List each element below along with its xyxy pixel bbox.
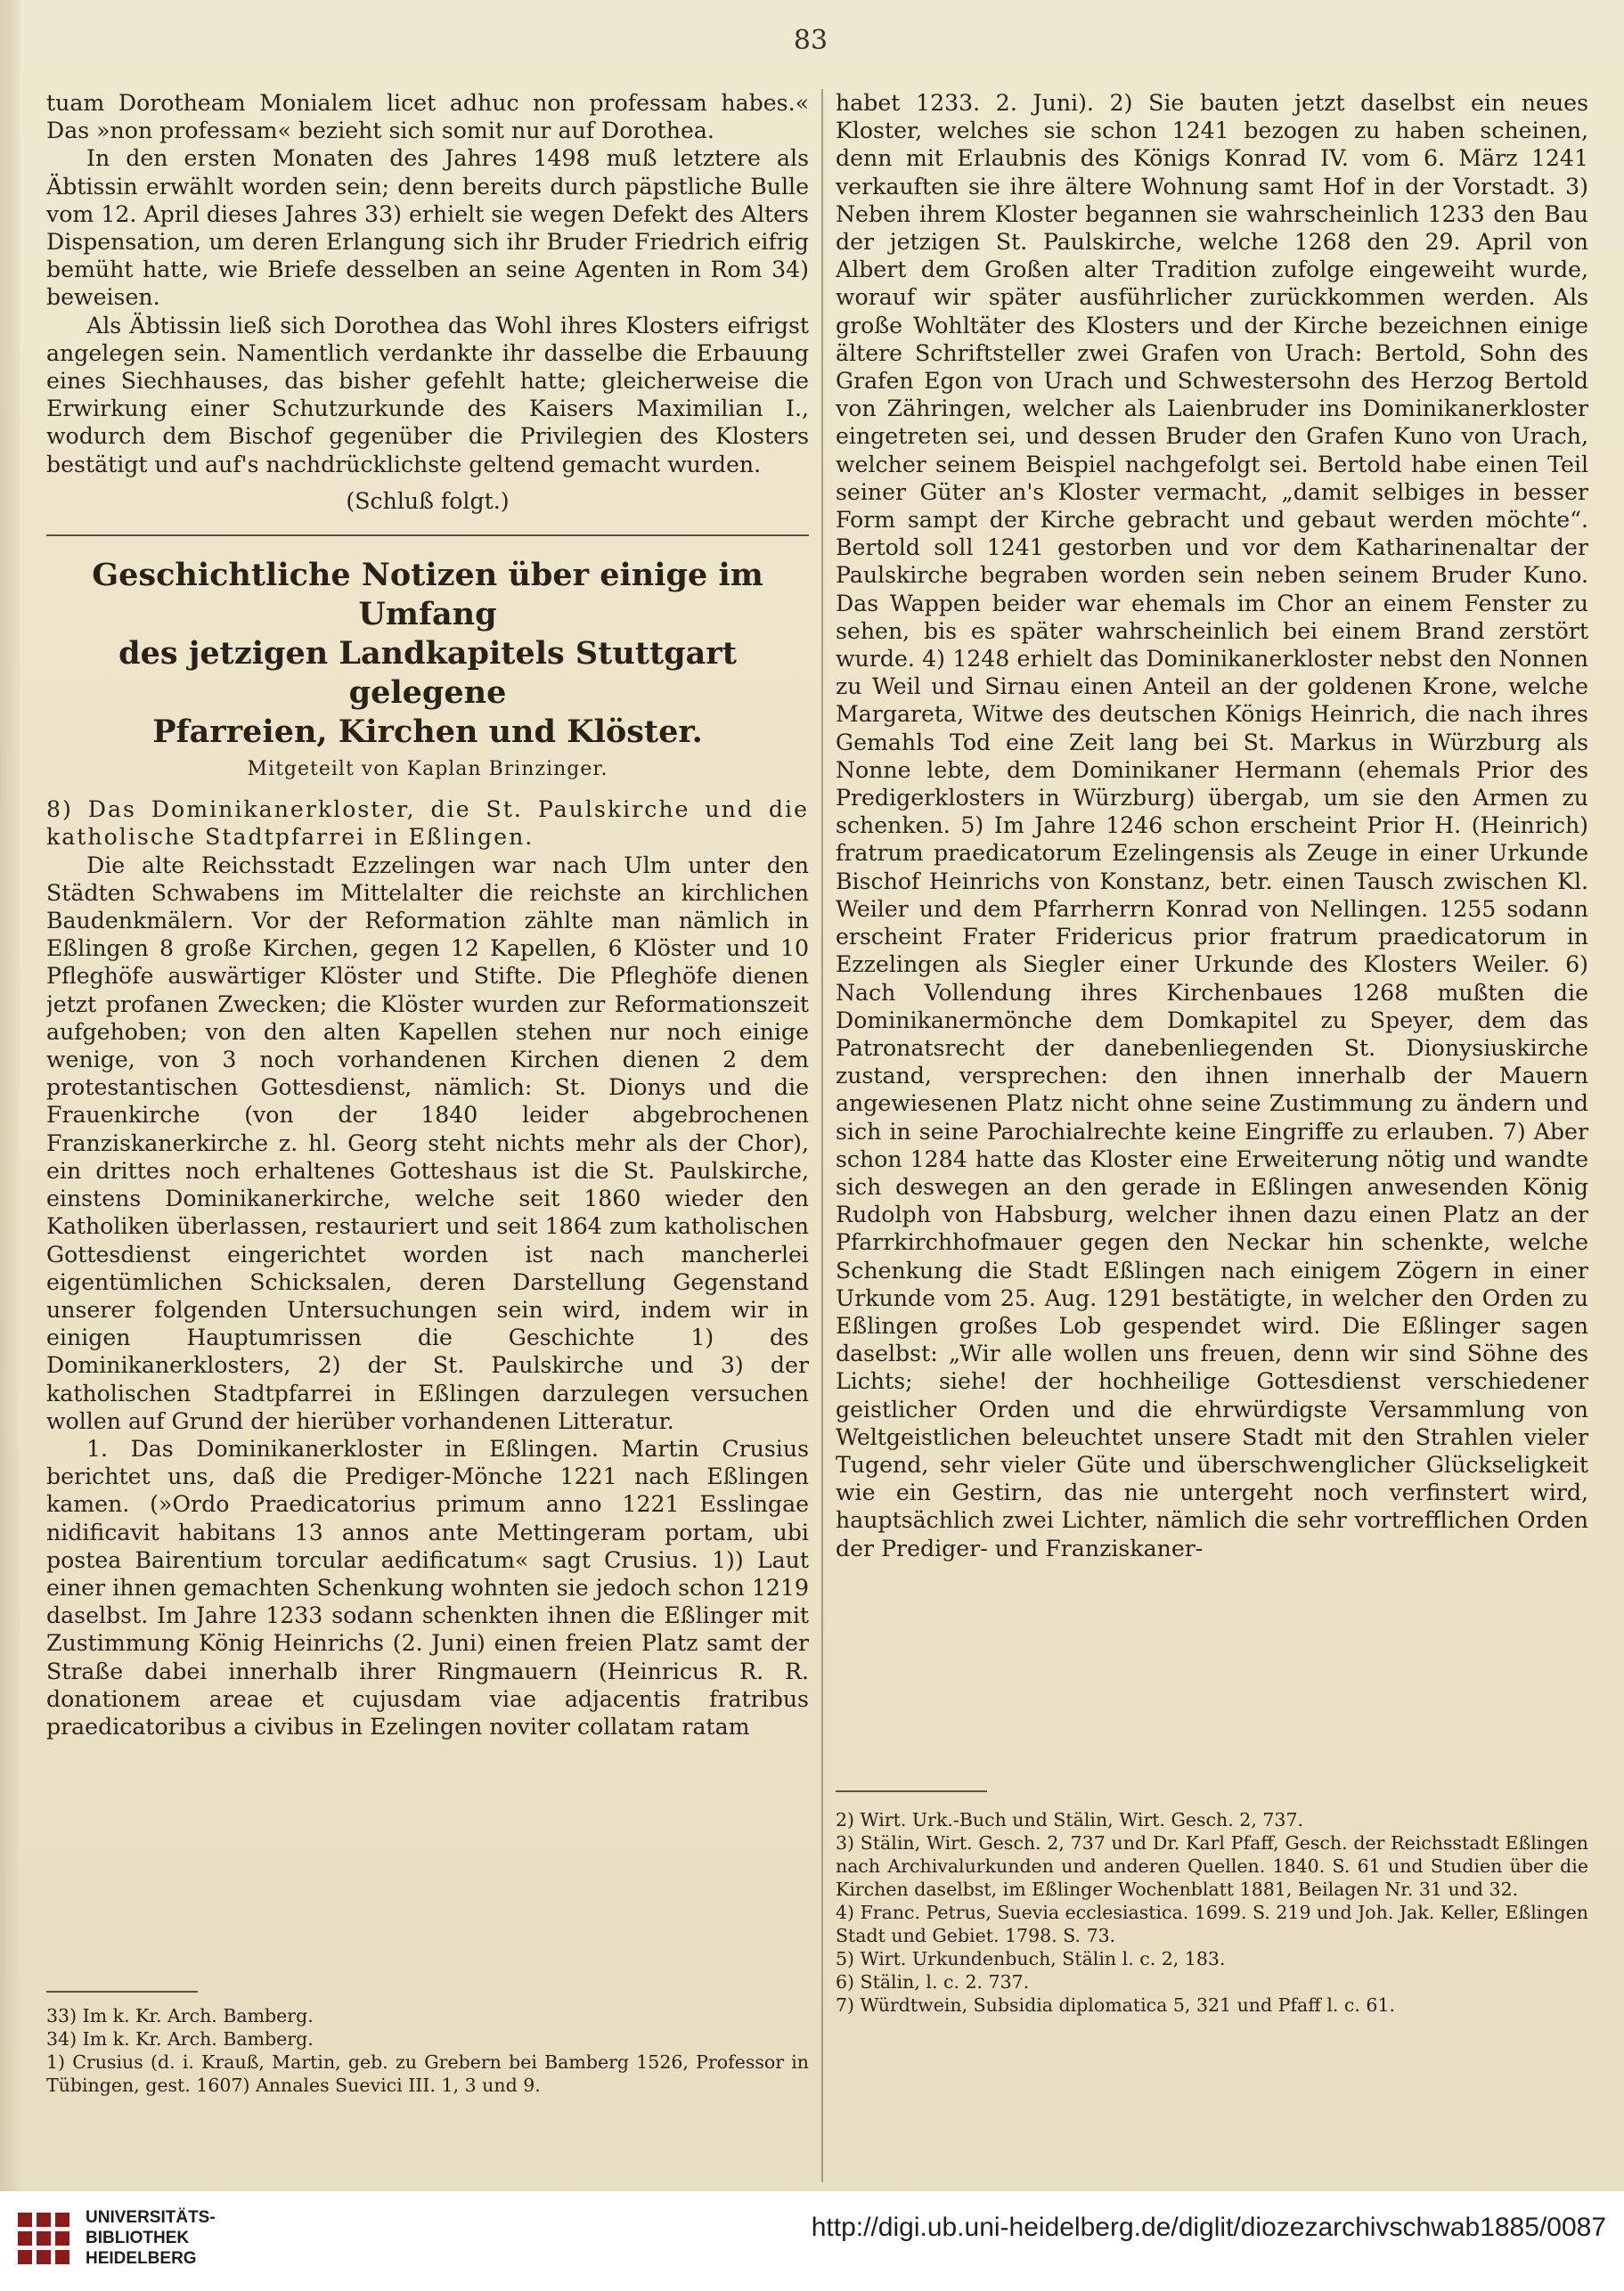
article-title xyxy=(46,556,809,752)
footnote: 5) Wirt. Urkundenbuch, Stälin l. c. 2, 183. xyxy=(836,1948,1226,1969)
footnote: 1) Crusius (d. i. Krauß, Martin, geb. zu Grebern bei Bamberg 1526, Professor in Tübingen, gest. 1607) Annales Suevici III. 1, 3 und 9. xyxy=(46,2051,809,2096)
paragraph: Die alte Reichsstadt Ezzelingen war nach Ulm unter den Städten Schwabens im Mittelalter die reichste an kirchlichen Baudenkmälern. Vor der Reformation zählte man nämlich in Eßlingen 8 große Kirchen, gegen 12 Kapellen, 6 Klöster und 10 Pfleghöfe auswärtiger Klöster und Stifte. Die Pfleghöfe dienen jetzt profanen Zwecken; die Klöster wurden zur Reformationszeit aufgehoben; von den alten Kapellen stehen nur noch einige wenige, von 3 noch vorhandenen Kirchen dienen 2 dem protestantischen Gottesdienst, nämlich: St. Dionys und die Frauenkirche (von der 1840 leider abgebrochenen Franziskanerkirche z. hl. Georg steht nichts mehr als der Chor), ein drittes noch erhaltenes Gotteshaus ist die St. Paulskirche, einstens Dominikanerkirche, welche seit 1860 wieder den Katholiken überlassen, restauriert und seit 1864 zum katholischen Gottesdienst eingerichtet worden ist nach mancherlei eigentümlichen Schicksalen, deren Darstellung Gegenstand unserer folgenden Untersuchungen sein wird, indem wir in einigen Hauptumrissen die Geschichte 1) des Dominikanerklosters, 2) der St. Paulskirche und 3) der katholischen Stadtpfarrei in Eßlingen darzulegen versuchen wollen auf Grund der hierüber vorhandenen Litteratur. xyxy=(46,852,809,1434)
left-column xyxy=(46,89,809,2004)
source-url-link[interactable]: http://digi.ub.uni-heidelberg.de/diglit/diozezarchivschwab1885/0087 xyxy=(811,2213,1606,2242)
logo-line: UNIVERSITÄTS- xyxy=(86,2208,216,2227)
left-footnotes xyxy=(46,2004,809,2097)
right-footnotes xyxy=(836,1808,1588,2017)
continuation-note: (Schluß folgt.) xyxy=(346,487,510,514)
page-binding-edge xyxy=(0,0,20,2191)
university-logo-icon xyxy=(12,2207,75,2270)
footnote: 3) Stälin, Wirt. Gesch. 2, 737 und Dr. Karl Pfaff, Gesch. der Reichsstadt Eßlingen nach Archivalurkunden und anderen Quellen. 1840. S. 61 und Studien über die Kirchen daselbst, im Eßlinger Wochenblatt 1881, Beilagen Nr. 31 und 32. xyxy=(836,1832,1588,1900)
article-title-line: Pfarreien, Kirchen und Klöster. xyxy=(152,713,703,751)
section-divider xyxy=(46,534,809,536)
paragraph: tuam Dorotheam Monialem licet adhuc non professam habes.« Das »non professam« bezieht sich somit nur auf Dorothea. xyxy=(46,90,809,144)
footnote: 6) Stälin, l. c. 2. 737. xyxy=(836,1971,1030,1993)
page-number: 83 xyxy=(793,25,828,56)
article-title-line: des jetzigen Landkapitels Stuttgart gelegene xyxy=(118,635,737,712)
right-column xyxy=(836,89,1588,1755)
footnote-divider xyxy=(836,1790,987,1792)
paragraph: In den ersten Monaten des Jahres 1498 muß letztere als Äbtissin erwählt worden sein; denn bereits durch päpstliche Bulle vom 12. April dieses Jahres 33) erhielt sie wegen Defekt des Alters Dispensation, um deren Erlangung sich ihr Bruder Friedrich eifrig bemüht hatte, wie Briefe desselben an seine Agenten in Rom 34) beweisen. xyxy=(46,145,809,311)
article-title-line: Geschichtliche Notizen über einige im Umfang xyxy=(92,557,763,633)
section-heading: 8) Das Dominikanerkloster, die St. Paulskirche und die katholische Stadtpfarrei in Eßlingen. xyxy=(46,796,809,851)
footnote-divider xyxy=(46,1991,198,1993)
footnote: 4) Franc. Petrus, Suevia ecclesiastica. 1699. S. 219 und Joh. Jak. Keller, Eßlingen Stadt und Gebiet. 1798. S. 73. xyxy=(836,1902,1588,1946)
footnote: 34) Im k. Kr. Arch. Bamberg. xyxy=(46,2028,314,2050)
footnote: 2) Wirt. Urk.-Buch und Stälin, Wirt. Gesch. 2, 737. xyxy=(836,1809,1304,1830)
logo-line: HEIDELBERG xyxy=(86,2249,197,2268)
paragraph: Als Äbtissin ließ sich Dorothea das Wohl ihres Klosters eifrigst angelegen sein. Namentlich verdankte ihr dasselbe die Erbauung eines Siechhauses, das bisher gefehlt hatte; gleicherweise die Erwirkung einer Schutzurkunde des Kaisers Maximilian I., wodurch dem Bischof gegenüber die Privilegien des Klosters bestätigt und auf's nachdrücklichste geltend gemacht wurden. xyxy=(46,312,809,477)
footnote: 7) Würdtwein, Subsidia diplomatica 5, 321 und Pfaff l. c. 61. xyxy=(836,1994,1396,2016)
byline: Mitgeteilt von Kaplan Brinzinger. xyxy=(247,758,608,781)
footnote: 33) Im k. Kr. Arch. Bamberg. xyxy=(46,2005,314,2026)
university-logo-text xyxy=(86,2207,216,2269)
paragraph: habet 1233. 2. Juni). 2) Sie bauten jetzt daselbst ein neues Kloster, welches sie schon 1241 bezogen zu haben scheinen, denn mit Erlaubnis des Königs Konrad IV. vom 6. März 1241 verkauften sie ihre ältere Wohnung samt Hof in der Vorstadt. 3) Neben ihrem Kloster begannen sie wahrscheinlich 1233 den Bau der jetzigen St. Paulskirche, welche 1268 den 29. April von Albert dem Großen alter Tradition zufolge eingeweiht wurde, worauf wir später ausführlicher zurückkommen werden. Als große Wohltäter des Klosters und der Kirche bezeichnen einige ältere Schriftsteller zwei Grafen von Urach: Bertold, Sohn des Grafen Egon von Urach und Schwestersohn des Herzog Bertold von Zähringen, welcher als Laienbruder ins Dominikanerkloster eingetreten sei, und dessen Bruder den Grafen Kuno von Urach, welcher seinem Beispiel nachgefolgt sei. Bertold habe einen Teil seiner Güter an's Kloster vermacht, „damit selbiges in besser Form sampt der Kirche gebracht und gebaut werden möchte“. Bertold soll 1241 gestorben und vor dem Katharinenaltar der Paulskirche begraben worden sein neben seinem Bruder Kuno. Das Wappen beider war ehemals im Chor an einem Fenster zu sehen, bis es später wahrscheinlich bei einem Brand zerstört wurde. 4) 1248 erhielt das Dominikanerkloster nebst den Nonnen zu Weil und Sirnau einen Anteil an der goldenen Krone, welche Margareta, Witwe des deutschen Königs Heinrich, die nach ihres Gemahls Tod eine Zeit lang bei St. Markus in Würzburg als Nonne lebte, dem Dominikaner Hermann (ehemals Prior des Predigerklosters in Würzburg) übergab, um sie den Armen zu schenken. 5) Im Jahre 1246 schon erscheint Prior H. (Heinrich) fratrum praedicatorum Ezelingensis als Zeuge in einer Urkunde Bischof Heinrichs von Konstanz, betr. einen Tausch zwischen Kl. Weiler und dem Pfarrherrn Konrad von Nellingen. 1255 sodann erscheint Frater Fridericus prior fratrum praedicatorum in Ezzelingen als Siegler einer Urkunde des Klosters Weiler. 6) Nach Vollendung ihres Kirchenbaues 1268 mußten die Dominikanermönche dem Domkapitel zu Speyer, dem das Patronatsrecht der danebenliegenden St. Dionysiuskirche zustand, versprechen: den ihnen innerhalb der Mauern angewiesenen Platz nicht ohne seine Zustimmung zu ändern und sich in seine Parochialrechte keine Eingriffe zu erlauben. 7) Aber schon 1284 hatte das Kloster eine Erweiterung nötig und wandte sich deswegen an den gerade in Eßlingen anwesenden König Rudolph von Habsburg, welcher ihnen dazu einen Platz an der Pfarrkirchhofmauer gegen den Neckar hin schenkte, welche Schenkung die Stadt Eßlingen nach einigem Zögern in einer Urkunde vom 25. Aug. 1291 bestätigte, in welcher den Orden zu Eßlingen großes Lob gespendet wird. Die Eßlinger sagen daselbst: „Wir alle wollen uns freuen, denn wir sind Söhne des Lichts; siehe! der hochheilige Gottesdienst verschiedener geistlicher Orden und die ehrwürdigste Versammlung von Weltgeistlichen beleuchtet unsere Stadt mit den Strahlen vieler Tugend, sehr vieler Güte und überschwenglicher Glückseligkeit wie ein Gestirn, das nie untergeht noch verfinstert wird, hauptsächlich zwei Lichter, nämlich die sehr vortrefflichen Orden der Prediger- und Franziskaner- xyxy=(836,90,1588,1561)
logo-line: BIBLIOTHEK xyxy=(86,2229,190,2247)
column-divider xyxy=(821,89,823,2182)
paragraph: 1. Das Dominikanerkloster in Eßlingen. Martin Crusius berichtet uns, daß die Prediger-Mönche 1221 nach Eßlingen kamen. (»Ordo Praedicatorius primum anno 1221 Esslingae nidificavit habitans 13 annos ante Mettingeram portam, ubi postea Bairentium torcular aedificatum« sagt Crusius. 1)) Laut einer ihnen gemachten Schenkung wohnten sie jedoch schon 1219 daselbst. Im Jahre 1233 sodann schenkten ihnen die Eßlinger mit Zustimmung König Heinrichs (2. Juni) einen freien Platz samt der Straße dabei innerhalb ihrer Ringmauern (Heinricus R. R. donationem areae et cujusdam viae adjacentis fratribus praedicatoribus a civibus in Ezelingen noviter collatam ratam xyxy=(46,1435,809,1740)
